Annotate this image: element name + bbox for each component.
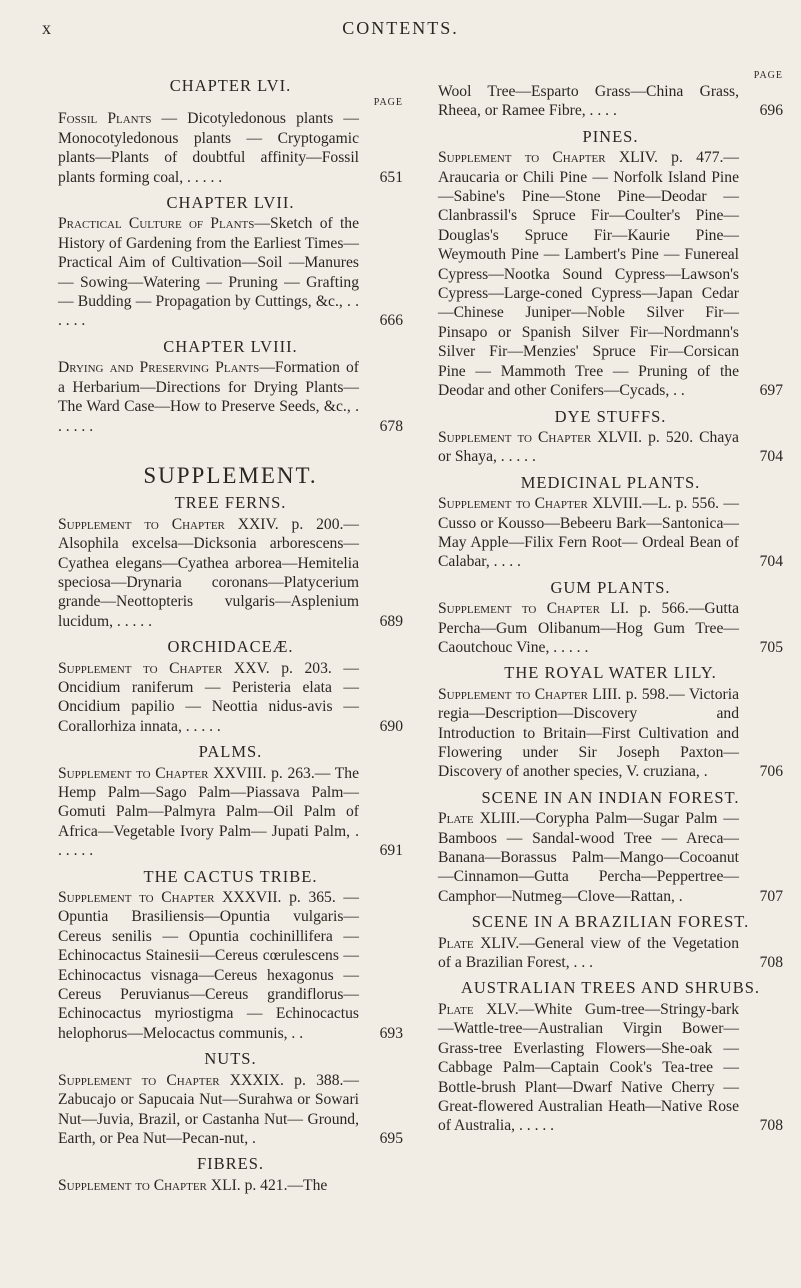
entry-text (438, 428, 783, 467)
entry-text (438, 685, 783, 782)
section-heading: THE ROYAL WATER LILY. (504, 663, 717, 683)
entry-description: XXIV. p. 200.— Alsophila excelsa—Dicksonia arborescens— Cyathea elegans—Cyathea arborea—Hemitelia speciosa—Drynaria coronans—Platycerium grande—Neottopteris vulgaris—Asplenium lucidum, . . . . . (58, 515, 360, 630)
running-title: CONTENTS. (342, 18, 459, 38)
entry-description: XLVII. p. 520. Chaya or Shaya, . . . . . (438, 428, 739, 466)
entry-page-number: 704 (759, 448, 783, 466)
entry-text (58, 358, 403, 436)
entry-description: —Formation of a Herbarium—Directions for Drying Plants—The Ward Case—How to Preserve Seeds, &c., . . . . . . (58, 359, 359, 435)
section-heading: MEDICINAL PLANTS. (520, 472, 701, 492)
entry-description: XXXVII. p. 365. —Opuntia Brasiliensis—Opuntia vulgaris— Cereus senilis — Opuntia cochinillifera — Echinocactus Stainesii—Cereus cœrulescens —Echinocactus visnaga—Cereus hexagonus —Cereus Peruvianus—Cereus grandiflorus— Echinocactus myriostigma — Echinocactus helophorus—Melocactus communis, . . (58, 889, 359, 1042)
entry-page-number: 705 (759, 638, 783, 656)
entry-description: XXV. p. 203. — Oncidium raniferum — Peristeria elata — Oncidium papilio — Neottia nidus-avis — Corallorhiza innata, . . . . . (58, 659, 360, 735)
section-heading: TREE FERNS. (174, 493, 287, 513)
entry-text (58, 214, 403, 330)
entry-lead: Supplement to Chapter (58, 659, 223, 677)
section-heading: DYE STUFFS. (554, 406, 667, 426)
entry-description: XLV.—White Gum-tree—Stringy-bark —Wattle-tree—Australian Virgin Bower— Grass-tree Everlasting Flowers—She-oak —Cabbage Palm—Captain Cook's Tea-tree —Bottle-brush Plant—Dwarf Native Cherry —Great-flowered Australian Heath—Native Rose of Australia, . . . . . (438, 1000, 739, 1135)
entry-description: XLVIII.—L. p. 556. —Cusso or Kousso—Bebeeru Bark—Santonica—May Apple—Filix Fern Root— Ordeal Bean of Calabar, . . . . (438, 495, 739, 571)
chapter-heading: CHAPTER LVII. (166, 193, 295, 213)
entry-text (58, 888, 403, 1043)
contents-entry (58, 109, 403, 187)
section-heading: PINES. (582, 126, 639, 146)
entry-page-number: 691 (379, 842, 403, 860)
contents-entry (438, 82, 783, 121)
entry-text (438, 494, 783, 572)
entry-page-number: 696 (759, 102, 783, 120)
contents-entry (58, 659, 403, 737)
left-column (58, 70, 403, 1199)
entry-page-number: 678 (379, 417, 403, 435)
entry-lead: Supplement to Chapter (438, 149, 606, 167)
entry-page-number: 651 (379, 168, 403, 186)
contents-entry (58, 515, 403, 631)
entry-description: XLI. p. 421.—The (206, 1176, 328, 1194)
entry-description: XXXIX. p. 388.— Zabucajo or Sapucaia Nut—Surahwa or Sowari Nut—Juvia, Brazil, or Castanha Nut— Ground, Earth, or Pea Nut—Pecan-nut, . (58, 1071, 359, 1147)
entry-text (438, 809, 783, 906)
entry-page-number: 693 (379, 1024, 403, 1042)
section-heading: GUM PLANTS. (550, 577, 671, 597)
right-column (438, 70, 783, 1140)
entry-text (58, 1176, 403, 1195)
entry-page-number: 690 (379, 717, 403, 735)
contents-entry (438, 494, 783, 572)
entry-page-number: 704 (759, 553, 783, 571)
contents-entry (58, 764, 403, 861)
entry-text (58, 764, 403, 861)
entry-lead: Supplement to Chapter (438, 428, 592, 446)
entry-description: Wool Tree—Esparto Grass—China Grass, Rheea, or Ramee Fibre, . . . . (438, 83, 739, 120)
section-heading: AUSTRALIAN TREES AND SHRUBS. (460, 978, 761, 998)
entry-description: —Sketch of the History of Gardening from the Earliest Times—Practical Aim of Cultivation—Soil —Manures — Sowing—Watering — Pruning — Grafting — Budding — Propagation by Cuttings, &c., . . . . . . (58, 215, 359, 330)
entry-description: XXVIII. p. 263.— The Hemp Palm—Sago Palm—Piassava Palm—Gomuti Palm—Palmyra Palm—Oil Palm of Africa—Vegetable Ivory Palm— Jupati Palm, . . . . . . (58, 764, 359, 860)
entry-lead: Supplement to Chapter (58, 1176, 207, 1194)
chapter-heading: CHAPTER LVIII. (163, 336, 298, 356)
entry-page-number: 707 (759, 887, 783, 905)
contents-entry (438, 599, 783, 657)
entry-description: LI. p. 566.—Gutta Percha—Gum Olibanum—Hog Gum Tree— Caoutchouc Vine, . . . . . (438, 600, 739, 656)
entry-description: XLIV.—General view of the Vegetation of a Brazilian Forest, . . . (438, 934, 739, 972)
page-column-label: PAGE (753, 70, 783, 81)
page-header (0, 0, 801, 40)
entry-page-number: 706 (759, 763, 783, 781)
entry-text (438, 599, 783, 657)
section-heading: SCENE IN A BRAZILIAN FOREST. (471, 912, 750, 932)
contents-entry (438, 685, 783, 782)
contents-entry (58, 888, 403, 1043)
entry-page-number: 695 (379, 1129, 403, 1147)
entry-description: LIII. p. 598.— Victoria regia—Description—Discovery and Introduction to Britain—First Cultivation and Flowering under Sir Joseph Paxton— Discovery of another species, V. cruziana, . (438, 685, 739, 781)
contents-entry (438, 809, 783, 906)
page-number: x (42, 18, 51, 38)
section-heading: PALMS. (198, 742, 263, 762)
entry-lead: Supplement to Chapter (438, 495, 588, 513)
contents-entry (438, 1000, 783, 1136)
entry-lead: Drying and Preserving Plants (58, 359, 260, 377)
entry-lead: Fossil Plants (58, 110, 152, 128)
entry-lead: Supplement to Chapter (58, 1071, 220, 1089)
contents-entry (58, 358, 403, 436)
contents-entry (58, 214, 403, 330)
entry-page-number: 708 (759, 1117, 783, 1135)
page-column-label: PAGE (373, 97, 403, 109)
entry-lead: Supplement to Chapter (438, 600, 600, 618)
contents-entry (58, 1071, 403, 1149)
section-heading: FIBRES. (196, 1154, 265, 1174)
section-heading: ORCHIDACEÆ. (167, 637, 294, 657)
entry-text (438, 934, 783, 973)
entry-page-number: 708 (759, 954, 783, 972)
contents-entry (438, 428, 783, 467)
entry-text (58, 659, 403, 737)
entry-lead: Supplement to Chapter (438, 685, 588, 703)
entry-text (58, 515, 403, 631)
entry-lead: Plate (438, 934, 474, 952)
entry-text (438, 148, 783, 400)
contents-entry (438, 934, 783, 973)
entry-lead: Practical Culture of Plants (58, 215, 255, 233)
entry-description: — Dicotyledonous plants — Monocotyledonous plants — Cryptogamic plants—Plants of doubtful affinity—Fossil plants forming coal, . . . . . (58, 110, 360, 186)
entry-lead: Plate (438, 810, 474, 828)
chapter-heading: CHAPTER LVI. (169, 76, 292, 95)
entry-lead: Supplement to Chapter (58, 515, 225, 533)
entry-page-number: 666 (379, 312, 403, 330)
section-heading: NUTS. (204, 1049, 257, 1069)
entry-continued (58, 1176, 403, 1195)
entry-text (438, 1000, 783, 1136)
entry-description: XLIV. p. 477.— Araucaria or Chili Pine — Norfolk Island Pine—Sabine's Pine—Stone Pine—Deodar —Clanbrassil's Spruce Fir—Coulter's Pine— Douglas's Spruce Fir—Kaurie Pine—Weymouth Pine — Lambert's Pine — Funereal Cypress—Nootka Sound Cypress—Lawson's Cypress—Large-coned Cypress—Japan Cedar—Chinese Juniper—Noble Silver Fir— Pinsapo or Spanish Silver Fir—Nordmann's Silver Fir—Menzies' Spruce Fir—Corsican Pine — Mammoth Tree — Pruning of the Deodar and other Conifers—Cycads, . . (438, 149, 739, 400)
entry-lead: Supplement to Chapter (58, 764, 209, 782)
section-heading: THE CACTUS TRIBE. (143, 866, 318, 886)
contents-entry (438, 148, 783, 400)
entry-text (58, 1071, 403, 1149)
entry-lead: Plate (438, 1000, 474, 1018)
supplement-heading: SUPPLEMENT. (143, 462, 318, 488)
entry-page-number: 697 (759, 382, 783, 400)
entry-lead: Supplement to Chapter (58, 889, 215, 907)
entry-text (438, 82, 783, 121)
entry-description: XLIII.—Corypha Palm—Sugar Palm — Bamboos — Sandal-wood Tree — Areca— Banana—Borassus Palm—Mango—Cocoanut—Cinnamon—Gutta Percha—Peppertree—Camphor—Nutmeg—Clove—Rattan, . (438, 810, 739, 905)
section-heading: SCENE IN AN INDIAN FOREST. (481, 787, 740, 807)
entry-page-number: 689 (379, 612, 403, 630)
entry-text (58, 109, 403, 187)
